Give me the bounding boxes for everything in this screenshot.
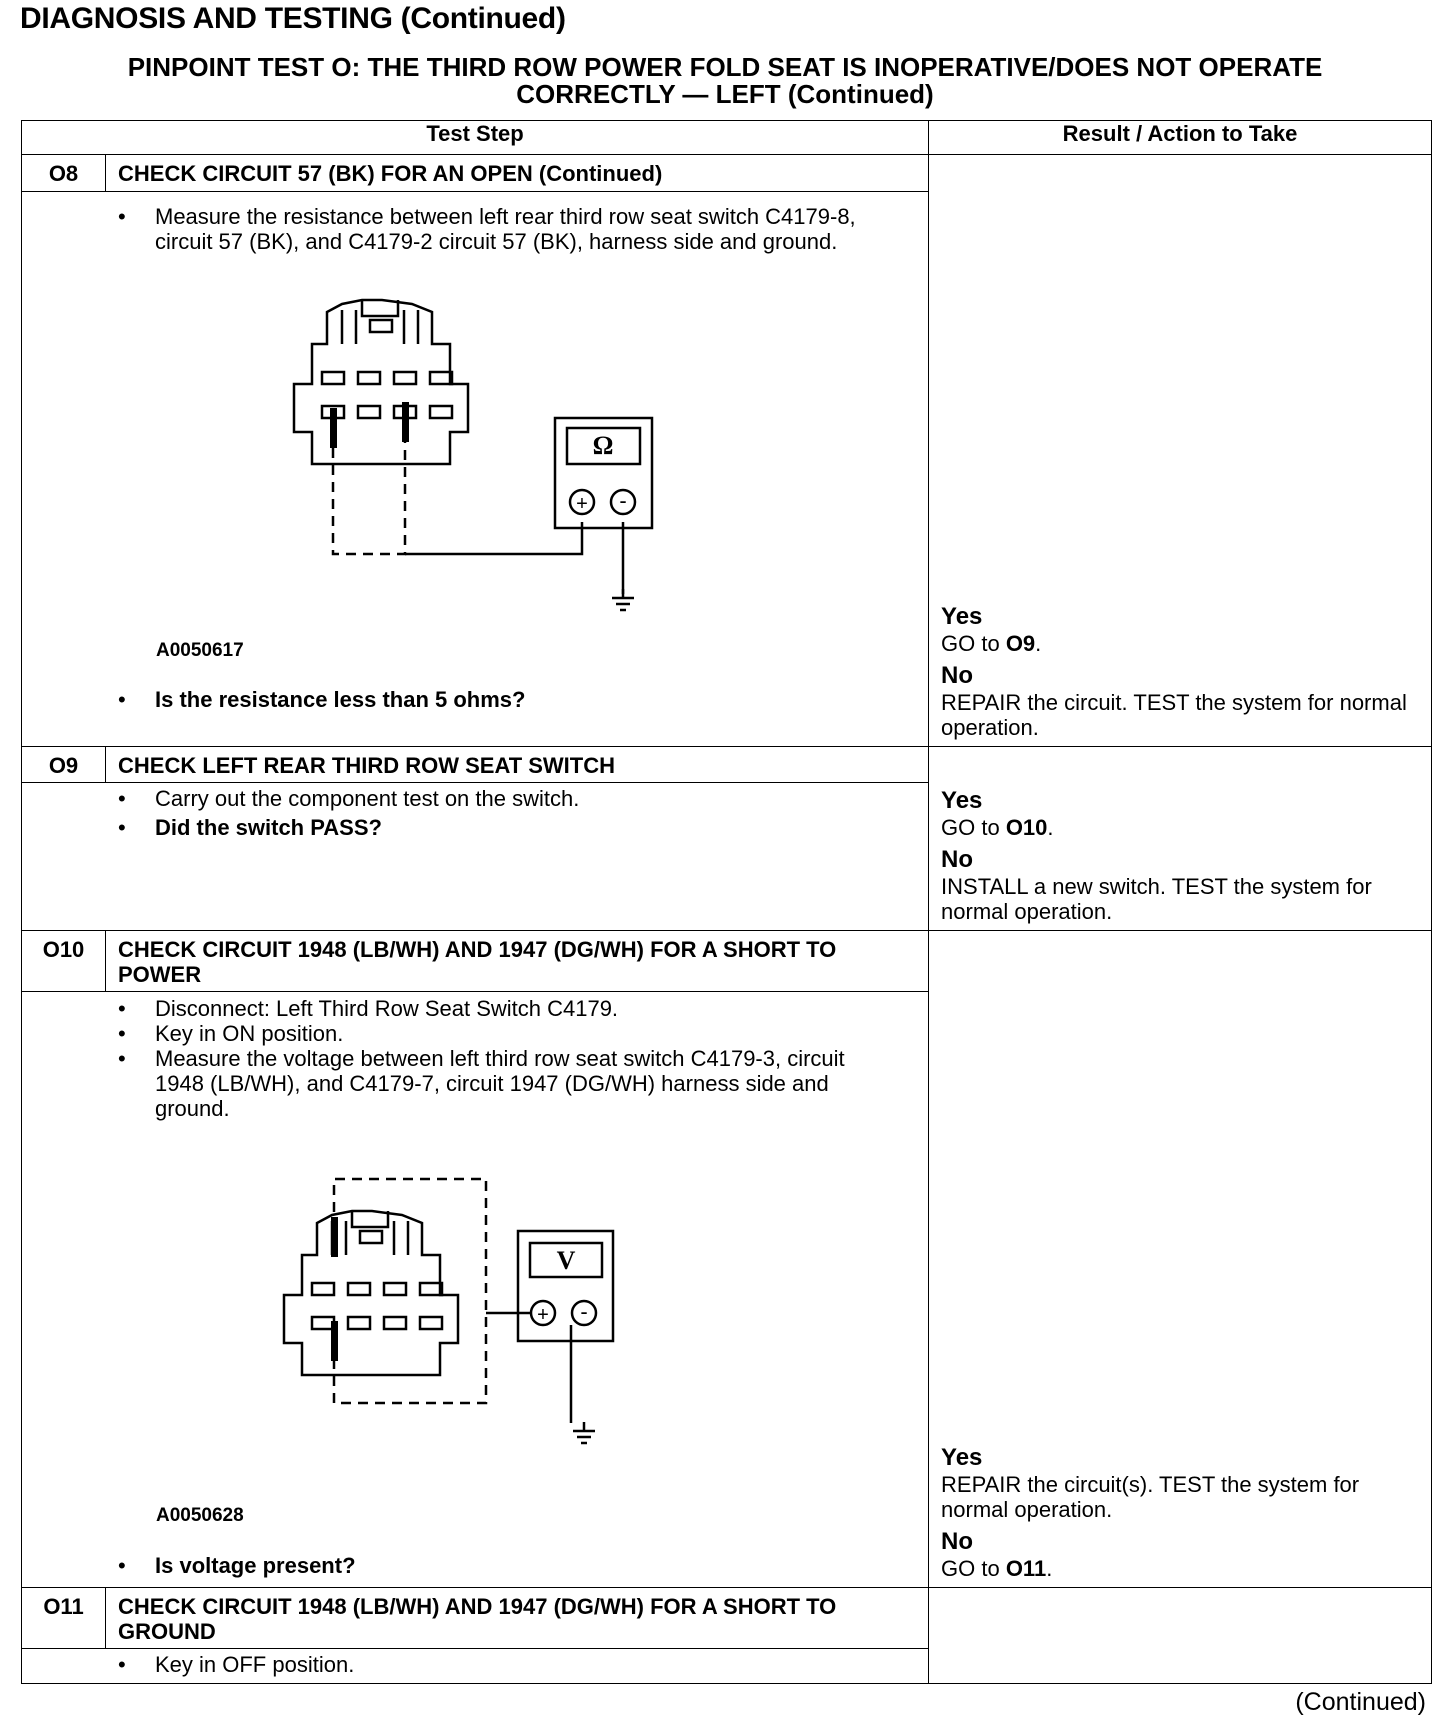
- pinpoint-title-line2: CORRECTLY — LEFT (Continued): [516, 79, 934, 109]
- meter-minus-terminal-o10: -: [580, 1299, 588, 1324]
- step-body-o8: [22, 192, 929, 747]
- meter-plus-terminal-o10: +: [537, 1304, 549, 1326]
- table-header-row: [22, 121, 1432, 155]
- step-id-o11: O11: [22, 1588, 106, 1649]
- result-cell-o10: [929, 931, 1432, 1588]
- connector-c4179-drawing: [294, 300, 468, 464]
- volt-symbol: V: [556, 1246, 576, 1275]
- ground-symbol-o10: [570, 1422, 600, 1452]
- pinpoint-test-title: [40, 54, 1410, 108]
- step-body-o11: [22, 1649, 929, 1684]
- step-o9-question: • Did the switch PASS?: [22, 815, 928, 840]
- yes-label-o10: Yes: [941, 1444, 983, 1471]
- meter-probes: [330, 402, 409, 448]
- ground-symbol-o8: [609, 589, 639, 619]
- no-action-o9: INSTALL a new switch. TEST the system for normal operation.: [941, 874, 1372, 924]
- no-label-o8: No: [941, 662, 974, 689]
- step-o8-instruction: • Measure the resistance between left rear third row seat switch C4179-8, circuit 57 (BK), and C4179-2 circuit 57 (BK), harness side and ground.: [22, 204, 928, 254]
- goto-link-o9[interactable]: O9: [1005, 631, 1036, 656]
- yes-action-o9: GO to O10.: [941, 815, 1054, 840]
- ohm-symbol: Ω: [592, 431, 614, 460]
- step-body-o9: [22, 783, 929, 931]
- page-title: DIAGNOSIS AND TESTING (Continued): [20, 2, 566, 35]
- step-title-o9: CHECK LEFT REAR THIRD ROW SEAT SWITCH: [106, 747, 929, 783]
- step-o10-question: • Is voltage present?: [22, 1553, 928, 1578]
- yes-action-o10: REPAIR the circuit(s). TEST the system for normal operation.: [941, 1472, 1360, 1522]
- step-o10-title-row: [22, 931, 1432, 992]
- figure-id-o8: A0050617: [156, 640, 244, 661]
- step-title-o8: CHECK CIRCUIT 57 (BK) FOR AN OPEN (Continued): [106, 155, 929, 192]
- figure-id-o10: A0050628: [156, 1505, 244, 1526]
- step-o11-instruction: • Key in OFF position.: [22, 1652, 928, 1677]
- step-o10-instruction-3: • Measure the voltage between left third row seat switch C4179-3, circuit 1948 (LB/WH), and C4179-7, circuit 1947 (DG/WH) harness side and ground.: [22, 1046, 894, 1121]
- test-leads-dashed: [333, 442, 405, 554]
- result-block-o10: [941, 1444, 1423, 1581]
- connector-c4179-drawing-o10: [284, 1211, 458, 1375]
- step-id-o9: O9: [22, 747, 106, 783]
- step-title-o11: CHECK CIRCUIT 1948 (LB/WH) AND 1947 (DG/WH) FOR A SHORT TO GROUND: [106, 1588, 929, 1649]
- no-label-o10: No: [941, 1528, 974, 1555]
- continued-label: (Continued): [1295, 1688, 1426, 1716]
- pinpoint-test-table: [21, 120, 1432, 1684]
- voltage-measurement-diagram: [22, 1171, 929, 1516]
- figure-o8: [22, 254, 928, 594]
- step-o10-instruction-1: • Disconnect: Left Third Row Seat Switch C4179.: [22, 996, 894, 1021]
- yes-label-o9: Yes: [941, 787, 983, 814]
- test-leads-dashed-o10: [334, 1179, 486, 1403]
- resistance-measurement-diagram: [22, 254, 929, 594]
- step-id-o10: O10: [22, 931, 106, 992]
- step-o9-title-row: [22, 747, 1432, 783]
- goto-link-o11[interactable]: O11: [1005, 1556, 1047, 1581]
- yes-label-o8: Yes: [941, 603, 983, 630]
- no-action-o8: REPAIR the circuit. TEST the system for normal operation.: [941, 690, 1407, 740]
- col-header-test-step: Test Step: [22, 121, 929, 155]
- step-o9-instruction: • Carry out the component test on the switch.: [22, 786, 928, 811]
- result-block-o9: [941, 787, 1423, 924]
- step-o10-instruction-2: • Key in ON position.: [22, 1021, 894, 1046]
- step-o11-title-row: [22, 1588, 1432, 1649]
- meter-plus-terminal: +: [576, 493, 588, 515]
- step-o8-question: • Is the resistance less than 5 ohms?: [22, 687, 928, 712]
- step-id-o8: O8: [22, 155, 106, 192]
- figure-o10: [22, 1171, 928, 1516]
- col-header-result: Result / Action to Take: [929, 121, 1432, 155]
- test-leads-solid: [405, 522, 623, 594]
- no-action-o10: GO to O11.: [941, 1556, 1053, 1581]
- result-cell-o9: [929, 747, 1432, 931]
- pinpoint-title-line1: PINPOINT TEST O: THE THIRD ROW POWER FOLD SEAT IS INOPERATIVE/DOES NOT OPERATE: [127, 52, 1323, 82]
- result-block-o8: [941, 603, 1423, 740]
- step-body-o10: [22, 992, 929, 1588]
- goto-link-o10[interactable]: O10: [1005, 815, 1048, 840]
- meter-minus-terminal: -: [619, 488, 627, 513]
- result-cell-o8: [929, 155, 1432, 747]
- step-o8-title-row: [22, 155, 1432, 192]
- yes-action-o8: GO to O9.: [941, 631, 1042, 656]
- result-cell-o11: [929, 1588, 1432, 1684]
- step-title-o10: CHECK CIRCUIT 1948 (LB/WH) AND 1947 (DG/WH) FOR A SHORT TO POWER: [106, 931, 929, 992]
- test-leads-solid-o10: [486, 1313, 571, 1423]
- no-label-o9: No: [941, 846, 974, 873]
